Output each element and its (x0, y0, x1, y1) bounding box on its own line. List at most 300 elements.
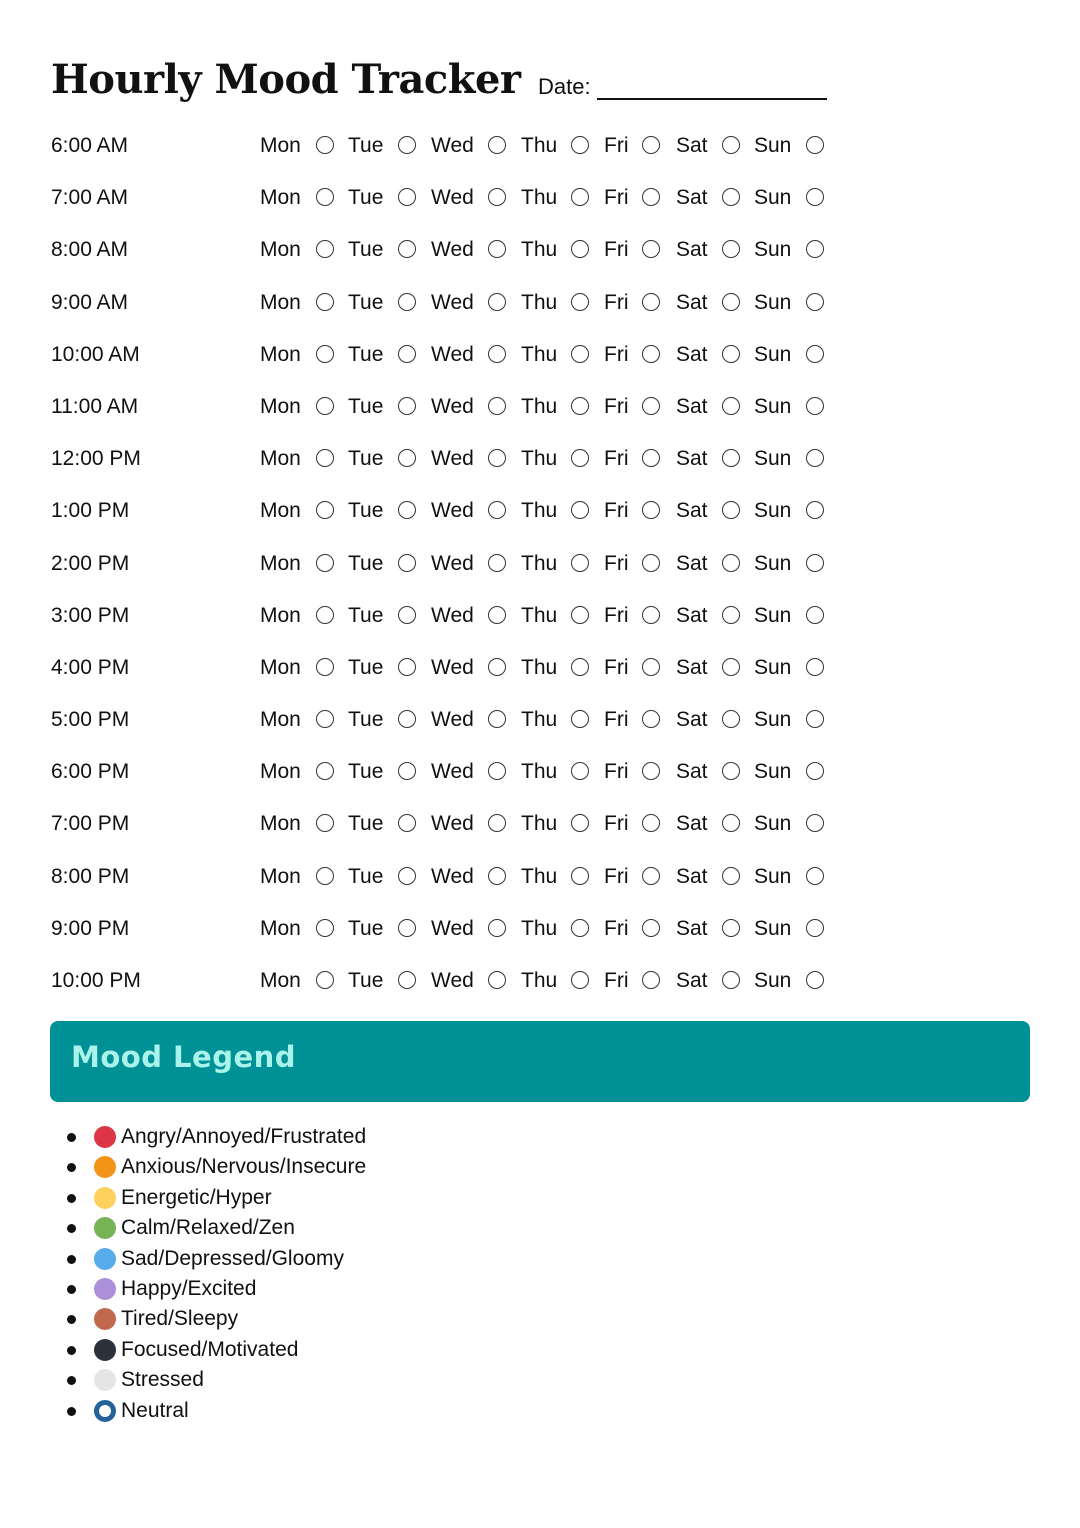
day-label: Thu (521, 238, 558, 262)
mood-radio[interactable] (722, 345, 740, 363)
day-cell (604, 447, 629, 471)
mood-radio[interactable] (722, 240, 740, 258)
day-cell (754, 343, 791, 367)
mood-radio[interactable] (806, 554, 824, 572)
mood-radio[interactable] (722, 554, 740, 572)
day-label: Sun (754, 760, 792, 784)
day-label: Fri (604, 290, 629, 314)
day-label: Fri (604, 499, 629, 523)
day-cell (676, 969, 708, 993)
day-label: Thu (521, 969, 558, 992)
mood-radio[interactable] (571, 762, 589, 780)
mood-radio[interactable] (806, 919, 824, 937)
day-label: Tue (348, 708, 384, 732)
legend-item (66, 1184, 466, 1214)
tracker-grid (51, 120, 851, 1007)
mood-radio[interactable] (722, 501, 740, 519)
mood-radio[interactable] (722, 971, 740, 989)
day-label: Fri (604, 238, 629, 262)
legend-label: Anxious/Nervous/Insecure (121, 1155, 367, 1179)
mood-radio[interactable] (806, 658, 824, 676)
mood-radio[interactable] (642, 762, 660, 780)
mood-radio[interactable] (722, 136, 740, 154)
mood-radio[interactable] (316, 345, 334, 363)
mood-radio[interactable] (642, 449, 660, 467)
mood-radio[interactable] (571, 345, 589, 363)
mood-radio[interactable] (571, 449, 589, 467)
mood-radio[interactable] (571, 971, 589, 989)
day-cell (521, 186, 557, 210)
day-label: Thu (521, 760, 558, 784)
mood-radio[interactable] (398, 814, 416, 832)
mood-radio[interactable] (398, 919, 416, 937)
day-label: Wed (431, 447, 474, 471)
day-label: Sat (676, 290, 708, 314)
day-cell (604, 656, 629, 680)
time-label: 4:00 PM (51, 655, 130, 679)
bullet-icon (67, 1346, 76, 1355)
day-label: Tue (348, 394, 384, 418)
mood-radio[interactable] (642, 710, 660, 728)
tracker-row (51, 120, 851, 172)
mood-radio[interactable] (398, 345, 416, 363)
legend-label: Sad/Depressed/Gloomy (121, 1246, 344, 1270)
day-cell (431, 395, 474, 419)
mood-radio[interactable] (571, 240, 589, 258)
mood-radio[interactable] (488, 710, 506, 728)
day-cell (521, 917, 557, 941)
day-cell (348, 186, 383, 210)
day-cell (431, 447, 474, 471)
day-cell (754, 395, 791, 419)
mood-radio[interactable] (488, 293, 506, 311)
page-title: Hourly Mood Tracker (51, 56, 521, 103)
tracker-row (51, 590, 851, 642)
day-label: Tue (348, 238, 384, 262)
mood-color-swatch (94, 1126, 116, 1148)
mood-radio[interactable] (488, 136, 506, 154)
tracker-row (51, 277, 851, 329)
time-label: 9:00 PM (51, 916, 130, 940)
mood-radio[interactable] (642, 919, 660, 937)
day-label: Mon (260, 394, 301, 418)
day-label: Thu (521, 812, 558, 836)
day-label: Mon (260, 655, 301, 679)
mood-radio[interactable] (571, 293, 589, 311)
day-label: Thu (521, 290, 558, 314)
mood-radio[interactable] (316, 658, 334, 676)
legend-list (66, 1123, 466, 1427)
day-label: Mon (260, 342, 301, 366)
day-label: Sat (676, 447, 708, 471)
day-cell (348, 604, 383, 628)
day-cell (604, 291, 629, 315)
day-cell (348, 552, 383, 576)
day-cell (260, 760, 301, 784)
mood-radio[interactable] (642, 136, 660, 154)
day-label: Sun (754, 655, 792, 679)
day-label: Sat (676, 916, 708, 940)
mood-radio[interactable] (488, 867, 506, 885)
day-cell (260, 134, 301, 158)
mood-radio[interactable] (722, 606, 740, 624)
day-cell (260, 604, 301, 628)
day-label: Fri (604, 134, 629, 157)
mood-radio[interactable] (398, 658, 416, 676)
mood-radio[interactable] (722, 762, 740, 780)
mood-radio[interactable] (316, 188, 334, 206)
day-cell (348, 760, 383, 784)
day-label: Sun (754, 394, 792, 418)
mood-radio[interactable] (642, 971, 660, 989)
day-cell (521, 238, 557, 262)
day-cell (260, 186, 301, 210)
time-label: 6:00 AM (51, 134, 129, 157)
day-label: Sun (754, 342, 792, 366)
mood-radio[interactable] (316, 814, 334, 832)
day-label: Wed (431, 134, 474, 157)
mood-radio[interactable] (806, 136, 824, 154)
day-label: Mon (260, 916, 301, 940)
day-cell (754, 865, 791, 889)
day-label: Sun (754, 238, 792, 262)
mood-radio[interactable] (642, 397, 660, 415)
mood-radio[interactable] (722, 293, 740, 311)
day-cell (754, 917, 791, 941)
day-label: Tue (348, 864, 384, 888)
mood-radio[interactable] (806, 762, 824, 780)
day-label: Mon (260, 499, 301, 523)
legend-item (66, 1123, 466, 1153)
day-cell (754, 186, 791, 210)
mood-radio[interactable] (806, 710, 824, 728)
mood-radio[interactable] (722, 188, 740, 206)
day-cell (676, 552, 708, 576)
mood-radio[interactable] (806, 397, 824, 415)
mood-radio[interactable] (722, 710, 740, 728)
day-cell (260, 917, 301, 941)
mood-radio[interactable] (488, 762, 506, 780)
mood-radio[interactable] (571, 188, 589, 206)
mood-radio[interactable] (642, 554, 660, 572)
bullet-icon (67, 1315, 76, 1324)
mood-radio[interactable] (316, 397, 334, 415)
mood-radio[interactable] (806, 188, 824, 206)
day-cell (521, 395, 557, 419)
day-cell (260, 969, 301, 993)
day-cell (431, 917, 474, 941)
day-cell (604, 708, 629, 732)
mood-radio[interactable] (398, 554, 416, 572)
mood-radio[interactable] (722, 449, 740, 467)
bullet-icon (67, 1133, 76, 1142)
day-label: Mon (260, 290, 301, 314)
mood-radio[interactable] (316, 501, 334, 519)
mood-radio[interactable] (642, 188, 660, 206)
day-label: Sat (676, 499, 708, 523)
day-label: Thu (521, 134, 558, 157)
day-cell (521, 708, 557, 732)
mood-radio[interactable] (398, 449, 416, 467)
mood-radio[interactable] (642, 867, 660, 885)
day-cell (754, 760, 791, 784)
mood-radio[interactable] (488, 606, 506, 624)
mood-color-swatch (94, 1187, 116, 1209)
day-label: Fri (604, 186, 629, 210)
mood-radio[interactable] (642, 658, 660, 676)
day-cell (431, 343, 474, 367)
mood-radio[interactable] (488, 919, 506, 937)
mood-radio[interactable] (571, 710, 589, 728)
mood-radio[interactable] (488, 345, 506, 363)
mood-radio[interactable] (806, 606, 824, 624)
mood-radio[interactable] (316, 293, 334, 311)
day-label: Thu (521, 916, 558, 940)
mood-radio[interactable] (316, 762, 334, 780)
mood-radio[interactable] (488, 971, 506, 989)
mood-radio[interactable] (571, 554, 589, 572)
day-label: Mon (260, 760, 301, 784)
day-cell (754, 604, 791, 628)
tracker-row (51, 746, 851, 798)
day-label: Wed (431, 499, 474, 523)
day-label: Mon (260, 812, 301, 836)
bullet-icon (67, 1376, 76, 1385)
day-label: Thu (521, 499, 558, 523)
day-cell (431, 656, 474, 680)
day-label: Sat (676, 186, 708, 210)
legend-item (66, 1153, 466, 1183)
bullet-icon (67, 1285, 76, 1294)
day-cell (676, 656, 708, 680)
header (51, 56, 831, 116)
day-cell (260, 708, 301, 732)
mood-radio[interactable] (316, 867, 334, 885)
day-cell (260, 291, 301, 315)
day-cell (604, 812, 629, 836)
day-cell (348, 238, 383, 262)
day-cell (431, 865, 474, 889)
day-cell (604, 865, 629, 889)
mood-radio[interactable] (571, 136, 589, 154)
day-cell (431, 969, 474, 993)
day-label: Mon (260, 969, 301, 992)
day-label: Tue (348, 342, 384, 366)
mood-radio[interactable] (398, 188, 416, 206)
mood-radio[interactable] (488, 397, 506, 415)
mood-radio[interactable] (722, 658, 740, 676)
legend-label: Stressed (121, 1368, 204, 1392)
day-cell (676, 865, 708, 889)
day-label: Tue (348, 186, 384, 210)
mood-radio[interactable] (722, 397, 740, 415)
day-label: Fri (604, 708, 629, 732)
day-cell (521, 812, 557, 836)
tracker-row (51, 224, 851, 276)
day-cell (260, 395, 301, 419)
day-label: Mon (260, 134, 301, 157)
mood-radio[interactable] (316, 554, 334, 572)
mood-radio[interactable] (316, 971, 334, 989)
day-label: Wed (431, 603, 474, 627)
mood-radio[interactable] (806, 240, 824, 258)
mood-radio[interactable] (642, 501, 660, 519)
mood-radio[interactable] (398, 240, 416, 258)
day-cell (676, 708, 708, 732)
legend-item (66, 1397, 466, 1427)
day-label: Wed (431, 238, 474, 262)
mood-radio[interactable] (571, 606, 589, 624)
mood-radio[interactable] (571, 658, 589, 676)
day-cell (754, 708, 791, 732)
mood-radio[interactable] (806, 501, 824, 519)
day-label: Wed (431, 969, 474, 992)
mood-radio[interactable] (571, 501, 589, 519)
day-cell (348, 343, 383, 367)
mood-radio[interactable] (806, 814, 824, 832)
day-cell (431, 760, 474, 784)
tracker-row (51, 172, 851, 224)
date-input-line[interactable] (597, 76, 827, 100)
mood-radio[interactable] (316, 606, 334, 624)
mood-radio[interactable] (398, 606, 416, 624)
mood-radio[interactable] (722, 919, 740, 937)
time-label: 7:00 AM (51, 186, 129, 210)
mood-radio[interactable] (642, 293, 660, 311)
mood-radio[interactable] (316, 710, 334, 728)
mood-radio[interactable] (398, 710, 416, 728)
mood-radio[interactable] (642, 240, 660, 258)
day-cell (521, 604, 557, 628)
day-label: Tue (348, 603, 384, 627)
day-cell (431, 291, 474, 315)
mood-radio[interactable] (398, 971, 416, 989)
mood-radio[interactable] (571, 814, 589, 832)
mood-radio[interactable] (642, 606, 660, 624)
day-cell (521, 343, 557, 367)
mood-radio[interactable] (806, 867, 824, 885)
day-cell (260, 238, 301, 262)
day-label: Thu (521, 186, 558, 210)
day-cell (604, 499, 629, 523)
mood-color-swatch (94, 1248, 116, 1270)
mood-radio[interactable] (806, 293, 824, 311)
day-label: Fri (604, 655, 629, 679)
time-label: 1:00 PM (51, 499, 130, 523)
mood-radio[interactable] (642, 814, 660, 832)
day-label: Mon (260, 447, 301, 471)
day-label: Tue (348, 760, 384, 784)
mood-radio[interactable] (806, 449, 824, 467)
mood-radio[interactable] (571, 397, 589, 415)
mood-radio[interactable] (488, 240, 506, 258)
day-cell (754, 134, 791, 158)
tracker-row (51, 694, 851, 746)
mood-radio[interactable] (316, 136, 334, 154)
legend-item (66, 1275, 466, 1305)
mood-radio[interactable] (316, 919, 334, 937)
mood-radio[interactable] (488, 814, 506, 832)
day-cell (348, 395, 383, 419)
day-cell (521, 760, 557, 784)
day-cell (431, 186, 474, 210)
day-label: Mon (260, 551, 301, 575)
mood-radio[interactable] (488, 188, 506, 206)
day-cell (754, 291, 791, 315)
day-label: Tue (348, 969, 384, 992)
tracker-row (51, 381, 851, 433)
mood-color-swatch (94, 1156, 116, 1178)
day-label: Wed (431, 812, 474, 836)
mood-radio[interactable] (722, 814, 740, 832)
mood-radio[interactable] (806, 971, 824, 989)
day-cell (431, 812, 474, 836)
day-label: Sun (754, 186, 792, 210)
mood-radio[interactable] (398, 867, 416, 885)
mood-color-swatch (94, 1308, 116, 1330)
mood-radio[interactable] (488, 658, 506, 676)
mood-color-swatch (94, 1369, 116, 1391)
day-label: Thu (521, 551, 558, 575)
mood-radio[interactable] (398, 762, 416, 780)
day-cell (676, 238, 708, 262)
time-label: 7:00 PM (51, 812, 130, 836)
mood-radio[interactable] (806, 345, 824, 363)
day-label: Sat (676, 812, 708, 836)
day-cell (676, 447, 708, 471)
date-label: Date: (538, 74, 591, 99)
day-cell (521, 969, 557, 993)
mood-radio[interactable] (398, 501, 416, 519)
day-label: Fri (604, 447, 629, 471)
day-cell (260, 447, 301, 471)
mood-radio[interactable] (316, 240, 334, 258)
day-cell (604, 552, 629, 576)
mood-radio[interactable] (488, 554, 506, 572)
mood-radio[interactable] (488, 449, 506, 467)
day-label: Wed (431, 708, 474, 732)
tracker-row (51, 642, 851, 694)
day-label: Wed (431, 864, 474, 888)
day-label: Mon (260, 238, 301, 262)
day-cell (348, 917, 383, 941)
day-cell (676, 812, 708, 836)
day-cell (754, 656, 791, 680)
mood-radio[interactable] (571, 867, 589, 885)
mood-radio[interactable] (571, 919, 589, 937)
time-label: 2:00 PM (51, 551, 130, 575)
day-cell (676, 760, 708, 784)
tracker-row (51, 433, 851, 485)
mood-radio[interactable] (488, 501, 506, 519)
mood-radio[interactable] (398, 136, 416, 154)
tracker-row (51, 538, 851, 590)
mood-radio[interactable] (398, 293, 416, 311)
time-label: 10:00 PM (51, 969, 141, 992)
day-cell (521, 552, 557, 576)
day-label: Tue (348, 499, 384, 523)
day-cell (348, 969, 383, 993)
mood-radio[interactable] (398, 397, 416, 415)
day-label: Sat (676, 969, 708, 992)
day-label: Sun (754, 290, 792, 314)
day-label: Sat (676, 134, 708, 157)
day-cell (676, 134, 708, 158)
day-label: Sun (754, 447, 792, 471)
mood-radio[interactable] (722, 867, 740, 885)
mood-radio[interactable] (642, 345, 660, 363)
mood-radio[interactable] (316, 449, 334, 467)
